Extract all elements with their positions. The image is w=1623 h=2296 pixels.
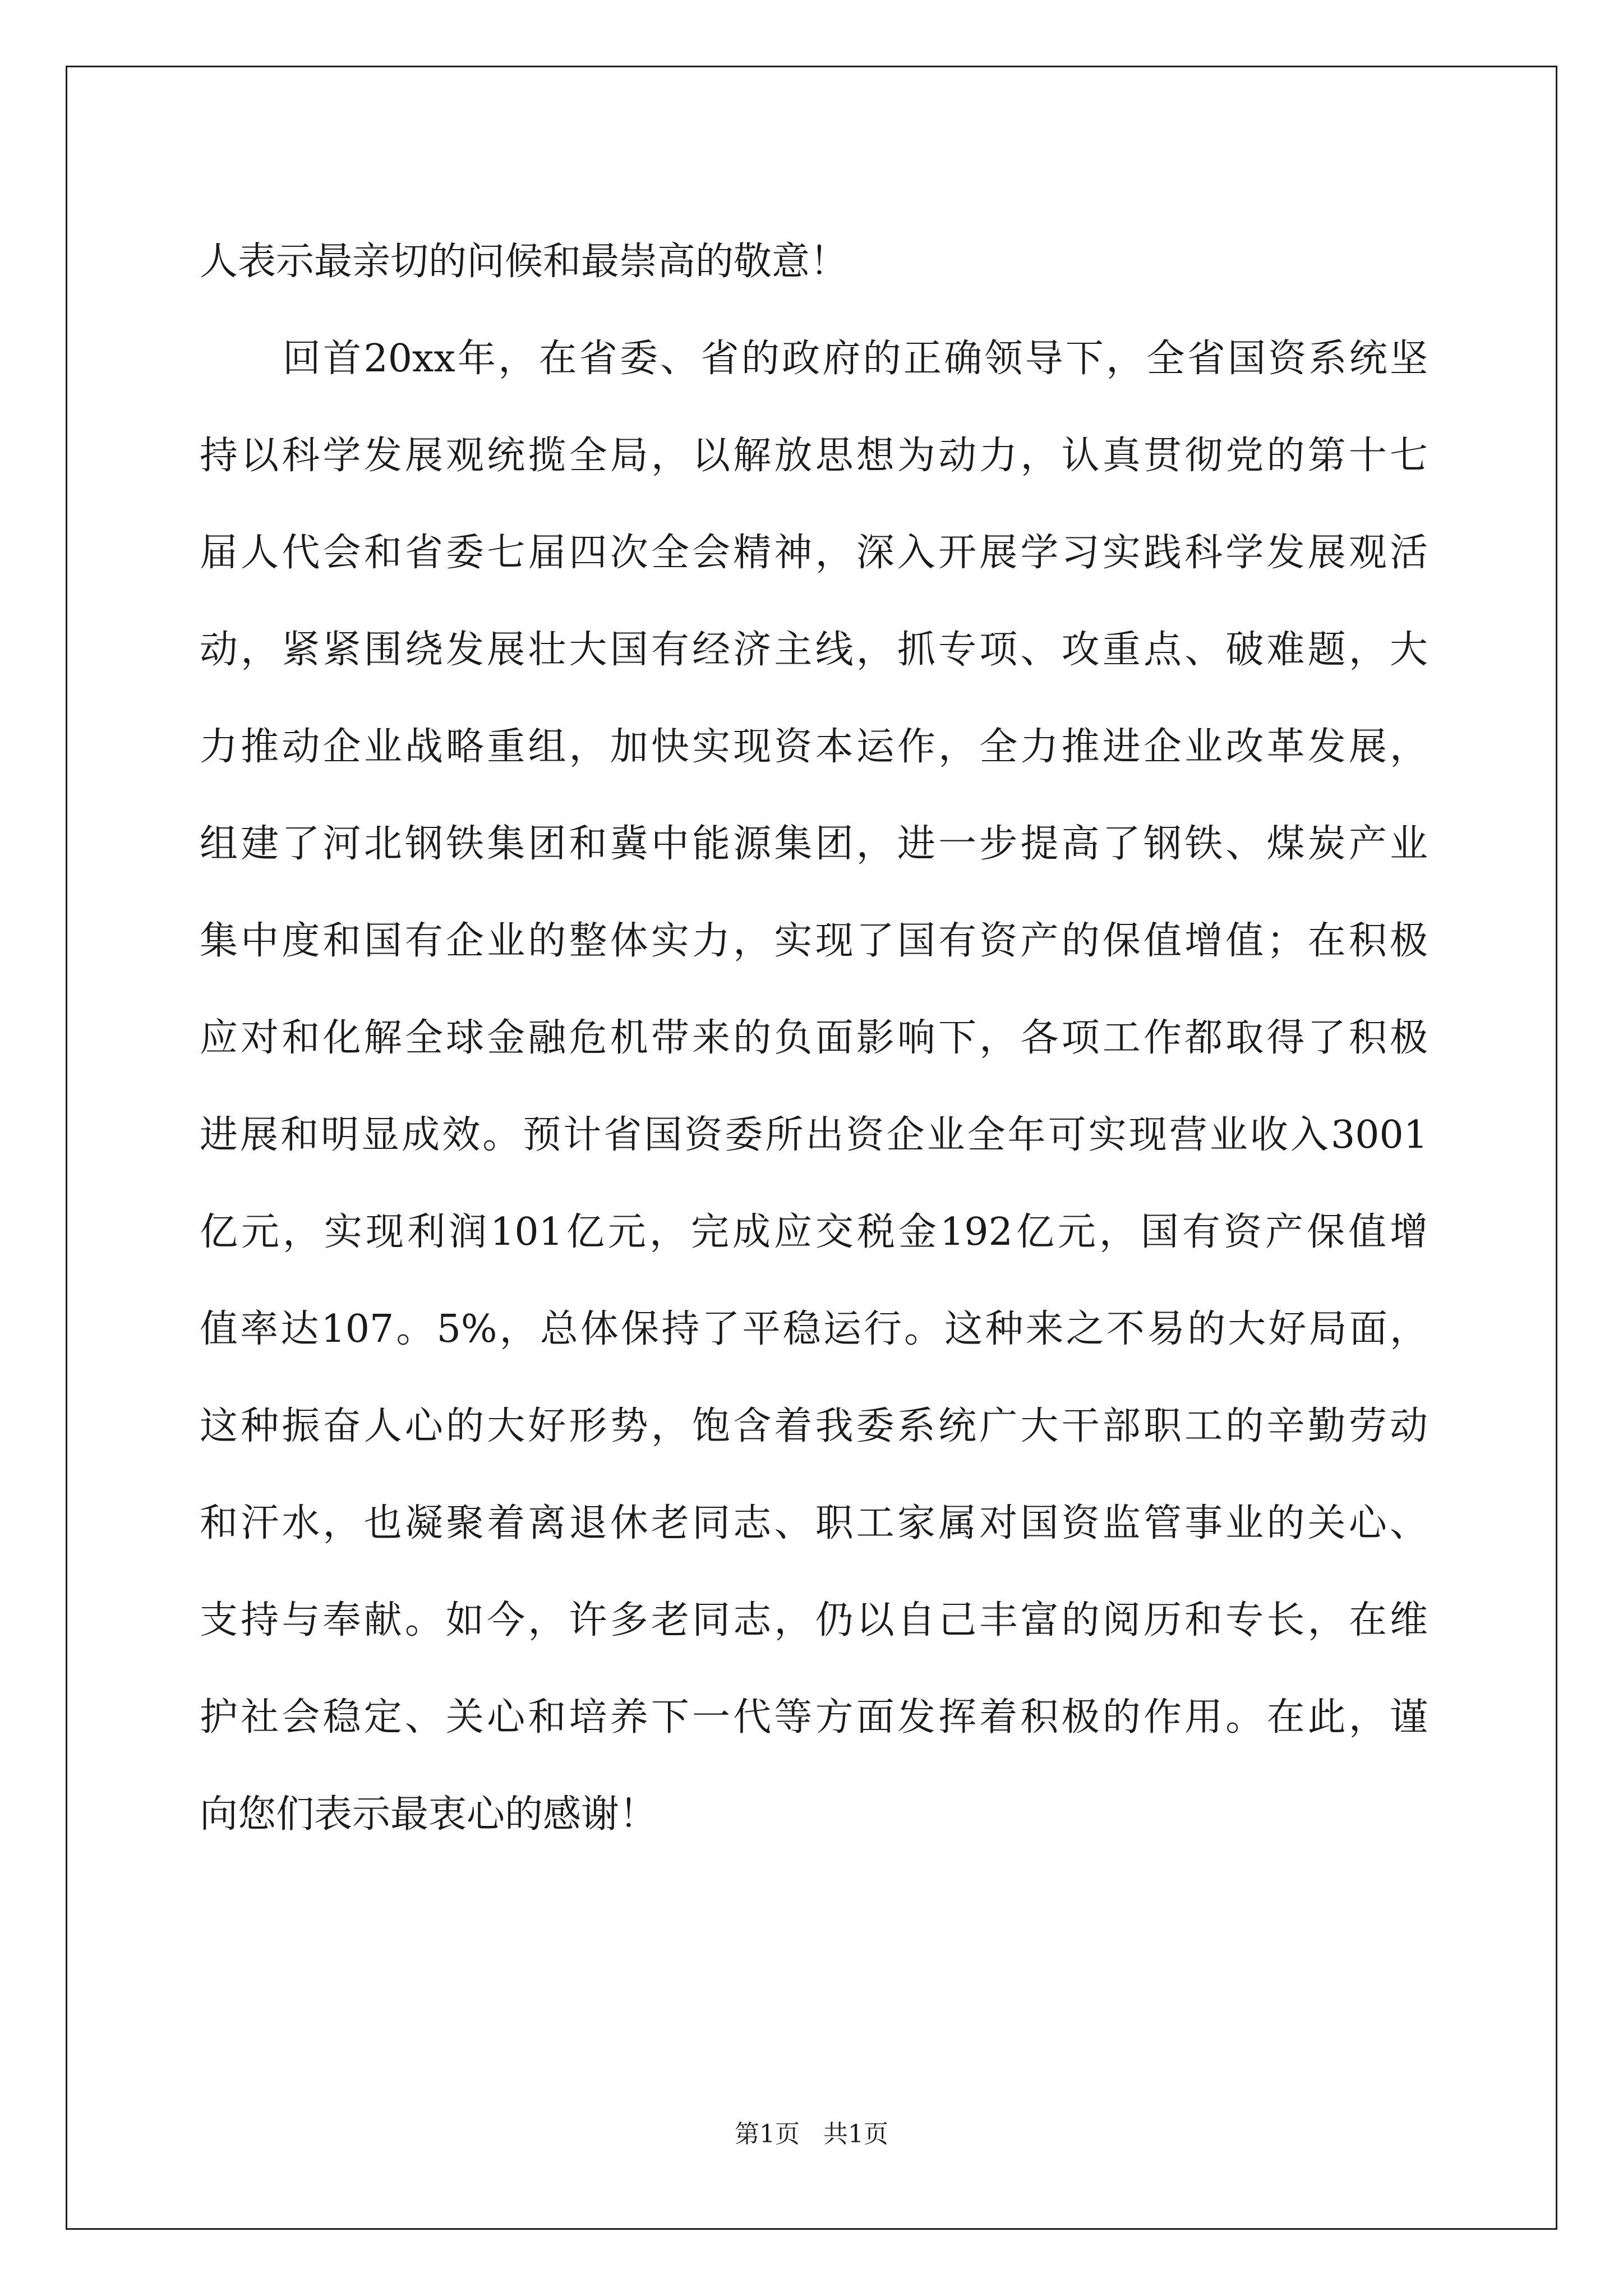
document-body	[200, 213, 1428, 1863]
text-line: 组建了河北钢铁集团和冀中能源集团，进一步提高了钢铁、煤炭产业	[200, 822, 1428, 866]
text-line: 持以科学发展观统揽全局，以解放思想为动力，认真贯彻党的第十七	[200, 434, 1428, 478]
text-line: 力推动企业战略重组，加快实现资本运作，全力推进企业改革发展，	[200, 725, 1428, 769]
text-line: 值率达107。5%，总体保持了平稳运行。这种来之不易的大好局面，	[200, 1307, 1428, 1351]
page-number-footer: 第1页 共1页	[735, 2120, 888, 2148]
text-line: 人表示最亲切的问候和最崇高的敬意！	[200, 240, 849, 284]
paragraph-first-line: 回首20xx年，在省委、省的政府的正确领导下，全省国资系统坚	[283, 337, 1428, 381]
text-line: 动，紧紧围绕发展壮大国有经济主线，抓专项、攻重点、破难题，大	[200, 628, 1428, 672]
text-line: 亿元，实现利润101亿元，完成应交税金192亿元，国有资产保值增	[200, 1210, 1428, 1254]
text-line: 向您们表示最衷心的感谢！	[200, 1792, 658, 1837]
text-line: 进展和明显成效。预计省国资委所出资企业全年可实现营业收入3001	[200, 1113, 1428, 1157]
text-line: 护社会稳定、关心和培养下一代等方面发挥着积极的作用。在此，谨	[200, 1695, 1428, 1740]
text-line: 这种振奋人心的大好形势，饱含着我委系统广大干部职工的辛勤劳动	[200, 1404, 1428, 1448]
text-line: 届人代会和省委七届四次全会精神，深入开展学习实践科学发展观活	[200, 531, 1428, 575]
text-line: 应对和化解全球金融危机带来的负面影响下，各项工作都取得了积极	[200, 1016, 1428, 1060]
text-line: 和汗水，也凝聚着离退休老同志、职工家属对国资监管事业的关心、	[200, 1501, 1428, 1545]
text-line: 集中度和国有企业的整体实力，实现了国有资产的保值增值；在积极	[200, 919, 1428, 963]
text-line: 支持与奉献。如今，许多老同志，仍以自己丰富的阅历和专长，在维	[200, 1598, 1428, 1642]
